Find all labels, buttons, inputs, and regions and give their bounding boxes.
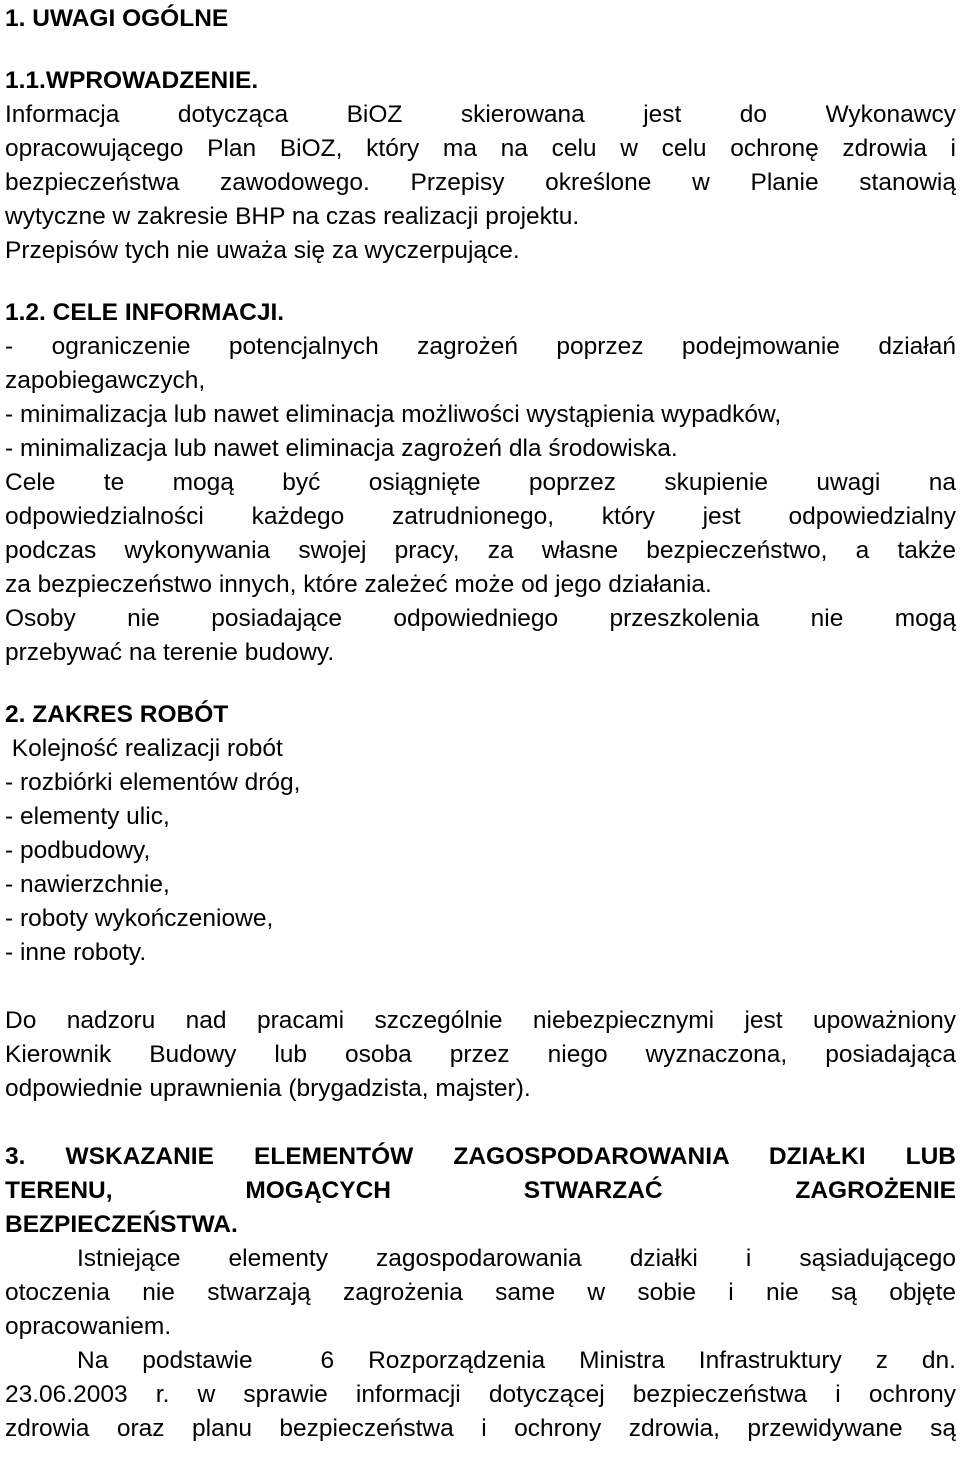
paragraph-line: podczas wykonywania swojej pracy, za własne bezpieczeństwo, a także — [5, 537, 956, 564]
title-line: 3. WSKAZANIE ELEMENTÓW ZAGOSPODAROWANIA DZIAŁKI LUB — [5, 1143, 956, 1170]
spacer — [5, 970, 956, 1004]
subsection-1-1-paragraph — [5, 98, 956, 268]
paragraph-line: - minimalizacja lub nawet eliminacja możliwości wystąpienia wypadków, — [5, 401, 782, 428]
paragraph-line: opracowującego Plan BiOZ, który ma na celu w celu ochronę zdrowia i — [5, 135, 956, 162]
paragraph-line: za bezpieczeństwo innych, które zależeć może od jego działania. — [5, 571, 712, 598]
paragraph-line: Osoby nie posiadające odpowiedniego przeszkolenia nie mogą — [5, 605, 956, 632]
paragraph-line: Istniejące elementy zagospodarowania działki i sąsiadującego — [77, 1245, 956, 1272]
section-2-list — [5, 732, 956, 970]
paragraph-line: Kierownik Budowy lub osoba przez niego wyznaczona, posiadająca — [5, 1041, 956, 1068]
list-item: - inne roboty. — [5, 939, 147, 966]
list-item: - rozbiórki elementów dróg, — [5, 769, 301, 796]
title-line: BEZPIECZEŃSTWA. — [5, 1211, 238, 1238]
section-2-title: 2. ZAKRES ROBÓT — [5, 701, 229, 728]
spacer — [5, 268, 956, 296]
list-item: - roboty wykończeniowe, — [5, 905, 274, 932]
list-item: - podbudowy, — [5, 837, 151, 864]
list-item: - nawierzchnie, — [5, 871, 170, 898]
spacer — [5, 670, 956, 698]
paragraph-line: 23.06.2003 r. w sprawie informacji dotyczącej bezpieczeństwa i ochrony — [5, 1381, 956, 1408]
spacer — [5, 1106, 956, 1140]
list-item: - elementy ulic, — [5, 803, 170, 830]
paragraph-line: wytyczne w zakresie BHP na czas realizacji projektu. — [5, 203, 580, 230]
paragraph-line: zdrowia oraz planu bezpieczeństwa i ochrony zdrowia, przewidywane są — [5, 1415, 956, 1442]
title-line: TERENU, MOGĄCYCH STWARZAĆ ZAGROŻENIE — [5, 1177, 956, 1204]
section-3-paragraph-2 — [5, 1344, 956, 1446]
section-3-paragraph-1 — [5, 1242, 956, 1344]
paragraph-line: otoczenia nie stwarzają zagrożenia same w sobie i nie są objęte — [5, 1279, 956, 1306]
section-2-paragraph — [5, 1004, 956, 1106]
paragraph-line: - minimalizacja lub nawet eliminacja zagrożeń dla środowiska. — [5, 435, 678, 462]
section-3-title — [5, 1140, 956, 1242]
paragraph-line: zapobiegawczych, — [5, 367, 206, 394]
paragraph-line: opracowaniem. — [5, 1313, 172, 1340]
paragraph-line: Przepisów tych nie uważa się za wyczerpujące. — [5, 237, 520, 264]
paragraph-line: Do nadzoru nad pracami szczególnie niebezpiecznymi jest upoważniony — [5, 1007, 956, 1034]
spacer — [5, 36, 956, 64]
paragraph-line: przebywać na terenie budowy. — [5, 639, 335, 666]
paragraph-line: odpowiednie uprawnienia (brygadzista, majster). — [5, 1075, 531, 1102]
subsection-1-2-title: 1.2. CELE INFORMACJI. — [5, 299, 285, 326]
document-page — [0, 2, 960, 1462]
paragraph-line: Informacja dotycząca BiOZ skierowana jest do Wykonawcy — [5, 101, 956, 128]
paragraph-line: Na podstawie 6 Rozporządzenia Ministra Infrastruktury z dn. — [77, 1347, 956, 1374]
paragraph-line: odpowiedzialności każdego zatrudnionego, który jest odpowiedzialny — [5, 503, 956, 530]
paragraph-line: Cele te mogą być osiągnięte poprzez skupienie uwagi na — [5, 469, 956, 496]
subsection-1-1-title: 1.1.WPROWADZENIE. — [5, 67, 259, 94]
paragraph-line: bezpieczeństwa zawodowego. Przepisy określone w Planie stanowią — [5, 169, 956, 196]
section-1-title: 1. UWAGI OGÓLNE — [5, 5, 229, 32]
subsection-1-2-paragraph — [5, 330, 956, 670]
list-intro: Kolejność realizacji robót — [5, 735, 283, 762]
paragraph-line: - ograniczenie potencjalnych zagrożeń poprzez podejmowanie działań — [5, 333, 956, 360]
